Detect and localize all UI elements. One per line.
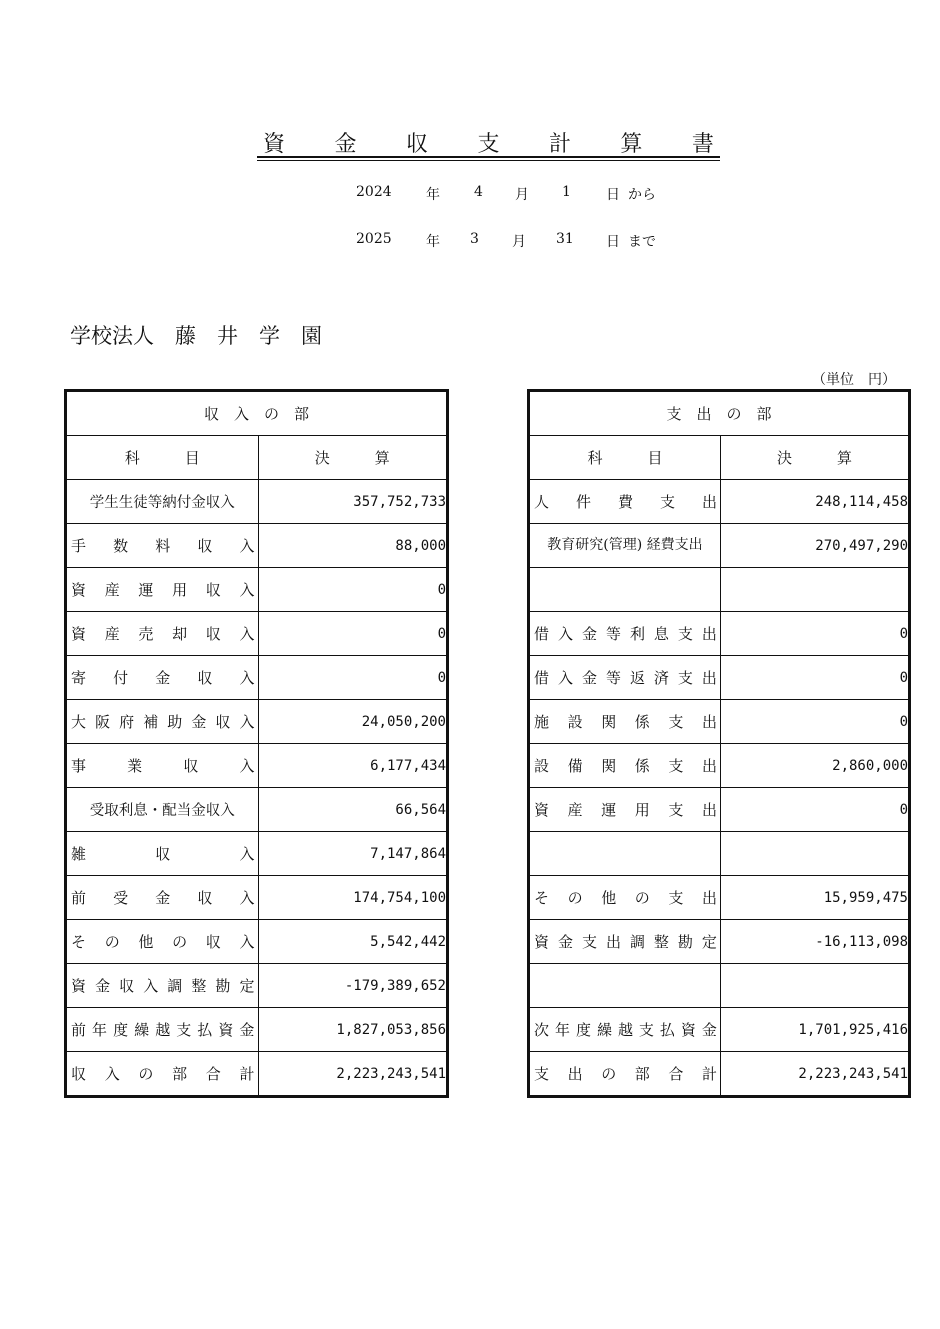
title-char: 算: [620, 131, 643, 157]
from-day: 1: [562, 184, 571, 200]
income-row-name: 資 産 売 却 収 入: [66, 612, 259, 656]
title-char: 計: [548, 131, 571, 157]
expense-row-name: 教育研究(管理) 経費支出: [529, 524, 721, 568]
expense-table: [527, 389, 911, 1098]
expense-section-header: 支 出 の 部: [529, 391, 910, 436]
expense-row-name: 資 産 運 用 支 出: [529, 788, 721, 832]
from-year-label: 年: [426, 187, 440, 203]
organization-name: 学校法人 藤 井 学 園: [70, 324, 322, 348]
income-row: [66, 964, 448, 1008]
income-row-amount: -179,389,652: [258, 964, 448, 1008]
income-row-name: 前 年 度 繰 越 支 払 資 金: [66, 1008, 259, 1052]
expense-row-amount: 2,860,000: [720, 744, 909, 788]
income-row: [66, 1052, 448, 1097]
expense-row: [529, 744, 910, 788]
income-row: [66, 700, 448, 744]
income-row-amount: 7,147,864: [258, 832, 448, 876]
document-title: [257, 126, 720, 158]
from-year: 2024: [356, 184, 392, 200]
expense-row: [529, 1052, 910, 1097]
title-char: 書: [691, 131, 714, 157]
income-row-amount: 6,177,434: [258, 744, 448, 788]
expense-row-name: 借 入 金 等 利 息 支 出: [529, 612, 721, 656]
expense-col-amount: 決 算: [720, 436, 909, 480]
expense-row-name: 人 件 費 支 出: [529, 480, 721, 524]
expense-row-amount: 248,114,458: [720, 480, 909, 524]
title-char: 金: [334, 131, 357, 157]
income-col-amount: 決 算: [258, 436, 448, 480]
income-row-name: 大 阪 府 補 助 金 収 入: [66, 700, 259, 744]
from-month-label: 月: [515, 187, 529, 203]
title-char: 資: [263, 131, 286, 157]
income-row: [66, 876, 448, 920]
income-row: [66, 744, 448, 788]
expense-rows: [529, 480, 910, 1097]
expense-row: [529, 612, 910, 656]
expense-row-name: 資 金 支 出 調 整 勘 定: [529, 920, 721, 964]
income-row: [66, 832, 448, 876]
income-row-amount: 24,050,200: [258, 700, 448, 744]
income-col-subject: 科 目: [66, 436, 259, 480]
expense-row-amount: 270,497,290: [720, 524, 909, 568]
expense-row-name: 次 年 度 繰 越 支 払 資 金: [529, 1008, 721, 1052]
income-row-amount: 174,754,100: [258, 876, 448, 920]
income-row-amount: 66,564: [258, 788, 448, 832]
income-row-name: 手 数 料 収 入: [66, 524, 259, 568]
income-row: [66, 568, 448, 612]
expense-row-amount: -16,113,098: [720, 920, 909, 964]
income-row-amount: 5,542,442: [258, 920, 448, 964]
income-row: [66, 612, 448, 656]
expense-row-name: 借 入 金 等 返 済 支 出: [529, 656, 721, 700]
income-row-name: 事 業 収 入: [66, 744, 259, 788]
expense-col-subject: 科 目: [529, 436, 721, 480]
income-row: [66, 524, 448, 568]
income-row: [66, 656, 448, 700]
title-underline: [257, 156, 720, 158]
income-row: [66, 480, 448, 524]
to-month-label: 月: [512, 234, 526, 250]
income-section-header: 収 入 の 部: [66, 391, 448, 436]
expense-row: [529, 964, 910, 1008]
expense-row-amount: 0: [720, 700, 909, 744]
expense-row-name: 設 備 関 係 支 出: [529, 744, 721, 788]
from-day-label: 日: [606, 187, 620, 203]
income-row-name: そ の 他 の 収 入: [66, 920, 259, 964]
expense-row: [529, 480, 910, 524]
income-rows: [66, 480, 448, 1097]
expense-row-amount: 15,959,475: [720, 876, 909, 920]
title-char: 支: [477, 131, 500, 157]
expense-row-name: [529, 832, 721, 876]
income-row-name: 前 受 金 収 入: [66, 876, 259, 920]
title-underline-thin: [257, 160, 720, 161]
income-row-amount: 0: [258, 656, 448, 700]
expense-row-amount: 0: [720, 788, 909, 832]
from-suffix: から: [628, 187, 656, 203]
expense-row-name: 支 出 の 部 合 計: [529, 1052, 721, 1097]
expense-row: [529, 876, 910, 920]
expense-row: [529, 1008, 910, 1052]
from-month: 4: [474, 184, 483, 200]
expense-row: [529, 920, 910, 964]
unit-note: （単位 円）: [812, 372, 896, 388]
expense-row-amount: 1,701,925,416: [720, 1008, 909, 1052]
income-row-amount: 0: [258, 612, 448, 656]
expense-row-name: [529, 568, 721, 612]
expense-row-amount: [720, 568, 909, 612]
expense-row-amount: [720, 832, 909, 876]
income-row-amount: 2,223,243,541: [258, 1052, 448, 1097]
income-row-name: 寄 付 金 収 入: [66, 656, 259, 700]
title-char: 収: [405, 131, 428, 157]
expense-row: [529, 700, 910, 744]
to-year-label: 年: [426, 234, 440, 250]
expense-row-name: 施 設 関 係 支 出: [529, 700, 721, 744]
expense-row-amount: 2,223,243,541: [720, 1052, 909, 1097]
income-row: [66, 1008, 448, 1052]
income-row-amount: 357,752,733: [258, 480, 448, 524]
income-row-amount: 1,827,053,856: [258, 1008, 448, 1052]
expense-row: [529, 568, 910, 612]
income-row-name: 資 金 収 入 調 整 勘 定: [66, 964, 259, 1008]
expense-row: [529, 656, 910, 700]
expense-row-amount: 0: [720, 656, 909, 700]
expense-row-amount: 0: [720, 612, 909, 656]
income-row-name: 雑 収 入: [66, 832, 259, 876]
income-row-amount: 88,000: [258, 524, 448, 568]
income-row: [66, 920, 448, 964]
expense-row-name: そ の 他 の 支 出: [529, 876, 721, 920]
income-row-amount: 0: [258, 568, 448, 612]
income-row: [66, 788, 448, 832]
to-day-label: 日: [606, 234, 620, 250]
to-month: 3: [470, 231, 479, 247]
expense-row: [529, 832, 910, 876]
income-row-name: 資 産 運 用 収 入: [66, 568, 259, 612]
income-table: [64, 389, 449, 1098]
income-row-name: 学生生徒等納付金収入: [66, 480, 259, 524]
income-row-name: 受取利息・配当金収入: [66, 788, 259, 832]
to-year: 2025: [356, 231, 392, 247]
expense-row-amount: [720, 964, 909, 1008]
income-row-name: 収 入 の 部 合 計: [66, 1052, 259, 1097]
expense-row: [529, 788, 910, 832]
to-day: 31: [556, 231, 574, 247]
to-suffix: まで: [628, 234, 656, 250]
expense-row: [529, 524, 910, 568]
expense-row-name: [529, 964, 721, 1008]
